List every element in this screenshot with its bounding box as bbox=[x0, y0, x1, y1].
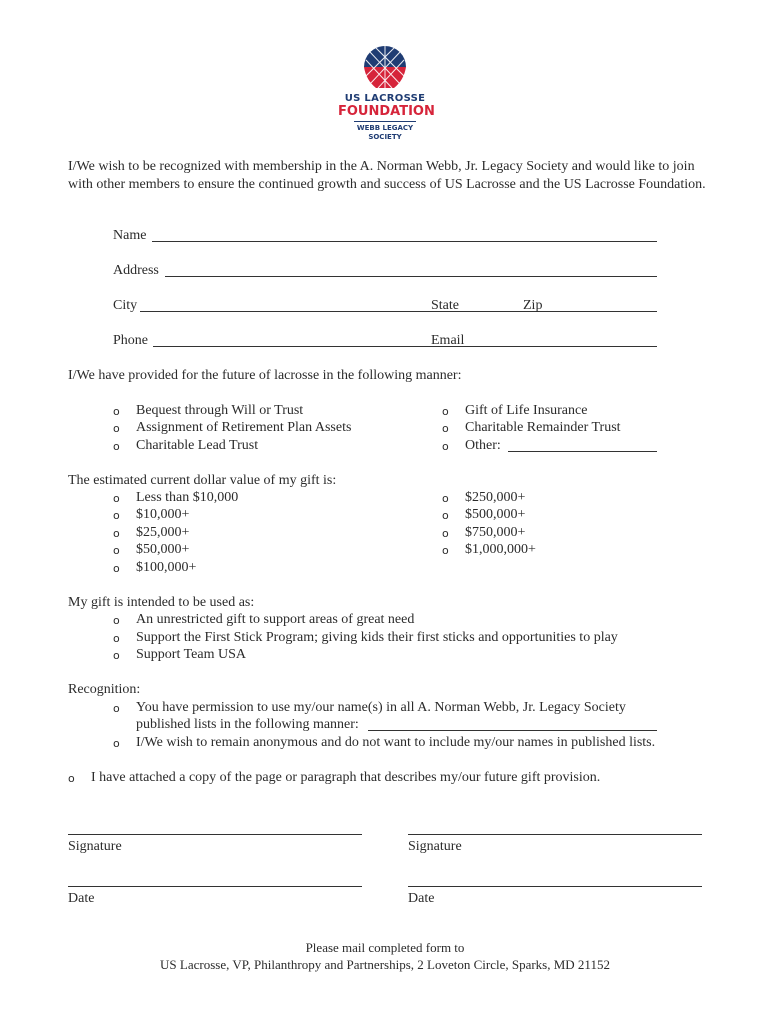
checkbox-value-4[interactable]: o bbox=[113, 544, 120, 557]
signature-line-2[interactable] bbox=[408, 834, 702, 835]
value-option: $750,000+ bbox=[465, 525, 526, 540]
intro-paragraph: I/We wish to be recognized with membership in the A. Norman Webb, Jr. Legacy Society and would like to join with other members to ensure the continued growth and success of US Lacrosse and the US Lacrosse Foundation. bbox=[68, 159, 706, 192]
checkbox-recognition-permission[interactable]: o bbox=[113, 702, 120, 715]
checkbox-value-1[interactable]: o bbox=[113, 492, 120, 505]
recognition-heading: Recognition: bbox=[68, 682, 141, 697]
checkbox-lead-trust[interactable]: o bbox=[113, 440, 120, 453]
use-option-unrestricted: An unrestricted gift to support areas of great need bbox=[136, 612, 415, 627]
signature-line-1[interactable] bbox=[68, 834, 362, 835]
recognition-permission-text: You have permission to use my/our name(s) in all A. Norman Webb, Jr. Legacy Society bbox=[136, 700, 626, 715]
date-label-1: Date bbox=[68, 891, 95, 906]
logo-line-society: SOCIETY bbox=[368, 133, 402, 141]
value-heading: The estimated current dollar value of my gift is: bbox=[68, 473, 337, 488]
checkbox-use-team-usa[interactable]: o bbox=[113, 649, 120, 662]
checkbox-value-8[interactable]: o bbox=[442, 527, 449, 540]
attached-text: I have attached a copy of the page or paragraph that describes my/our future gift provision. bbox=[91, 770, 601, 785]
value-option: $10,000+ bbox=[136, 507, 190, 522]
option-lead-trust: Charitable Lead Trust bbox=[136, 438, 259, 453]
logo-line-webb-legacy: WEBB LEGACY bbox=[356, 124, 414, 132]
city-field[interactable] bbox=[140, 311, 657, 312]
use-heading: My gift is intended to be used as: bbox=[68, 595, 255, 610]
footer-address: US Lacrosse, VP, Philanthropy and Partnerships, 2 Loveton Circle, Sparks, MD 21152 bbox=[160, 957, 610, 972]
logo-line-foundation: FOUNDATION bbox=[338, 104, 435, 119]
checkbox-value-3[interactable]: o bbox=[113, 527, 120, 540]
checkbox-value-7[interactable]: o bbox=[442, 509, 449, 522]
checkbox-other[interactable]: o bbox=[442, 440, 449, 453]
signature-label-2: Signature bbox=[408, 839, 462, 854]
phone-label: Phone bbox=[113, 333, 148, 348]
value-option: $25,000+ bbox=[136, 525, 190, 540]
date-line-1[interactable] bbox=[68, 886, 362, 887]
checkbox-attached[interactable]: o bbox=[68, 772, 75, 785]
checkbox-retirement[interactable]: o bbox=[113, 422, 120, 435]
checkbox-bequest[interactable]: o bbox=[113, 405, 120, 418]
option-remainder-trust: Charitable Remainder Trust bbox=[465, 420, 621, 435]
name-label: Name bbox=[113, 228, 147, 243]
use-option-team-usa: Support Team USA bbox=[136, 647, 246, 662]
value-option: Less than $10,000 bbox=[136, 490, 239, 505]
phone-field[interactable] bbox=[153, 346, 657, 347]
city-label: City bbox=[113, 298, 138, 313]
value-option: $250,000+ bbox=[465, 490, 526, 505]
recognition-anonymous-text: I/We wish to remain anonymous and do not want to include my/our names in published lists. bbox=[136, 735, 656, 750]
email-label: Email bbox=[431, 333, 465, 348]
recognition-name-field[interactable] bbox=[368, 730, 657, 731]
checkbox-value-6[interactable]: o bbox=[442, 492, 449, 505]
option-retirement: Assignment of Retirement Plan Assets bbox=[136, 420, 352, 435]
foundation-logo bbox=[338, 44, 435, 144]
checkbox-use-first-stick[interactable]: o bbox=[113, 632, 120, 645]
date-line-2[interactable] bbox=[408, 886, 702, 887]
use-option-first-stick: Support the First Stick Program; giving kids their first sticks and opportunities to play bbox=[136, 630, 618, 645]
signature-label-1: Signature bbox=[68, 839, 122, 854]
option-other: Other: bbox=[465, 438, 501, 453]
address-label: Address bbox=[113, 263, 159, 278]
checkbox-value-2[interactable]: o bbox=[113, 509, 120, 522]
recognition-permission-text-2: published lists in the following manner: bbox=[136, 717, 359, 732]
lacrosse-globe-icon bbox=[360, 44, 410, 90]
value-option: $500,000+ bbox=[465, 507, 526, 522]
address-field[interactable] bbox=[165, 276, 657, 277]
value-option: $1,000,000+ bbox=[465, 542, 536, 557]
value-option: $100,000+ bbox=[136, 560, 197, 575]
option-bequest: Bequest through Will or Trust bbox=[136, 403, 304, 418]
checkbox-value-5[interactable]: o bbox=[113, 562, 120, 575]
checkbox-value-9[interactable]: o bbox=[442, 544, 449, 557]
zip-label: Zip bbox=[523, 298, 543, 313]
provided-heading: I/We have provided for the future of lacrosse in the following manner: bbox=[68, 368, 462, 383]
footer-mail-instruction: Please mail completed form to bbox=[305, 940, 465, 955]
state-label: State bbox=[431, 298, 459, 313]
logo-line-us-lacrosse: US LACROSSE bbox=[344, 93, 426, 104]
checkbox-recognition-anonymous[interactable]: o bbox=[113, 737, 120, 750]
date-label-2: Date bbox=[408, 891, 435, 906]
other-field[interactable] bbox=[508, 451, 657, 452]
checkbox-life-insurance[interactable]: o bbox=[442, 405, 449, 418]
value-option: $50,000+ bbox=[136, 542, 190, 557]
option-life-insurance: Gift of Life Insurance bbox=[465, 403, 588, 418]
name-field[interactable] bbox=[152, 241, 657, 242]
checkbox-use-unrestricted[interactable]: o bbox=[113, 614, 120, 627]
checkbox-remainder-trust[interactable]: o bbox=[442, 422, 449, 435]
